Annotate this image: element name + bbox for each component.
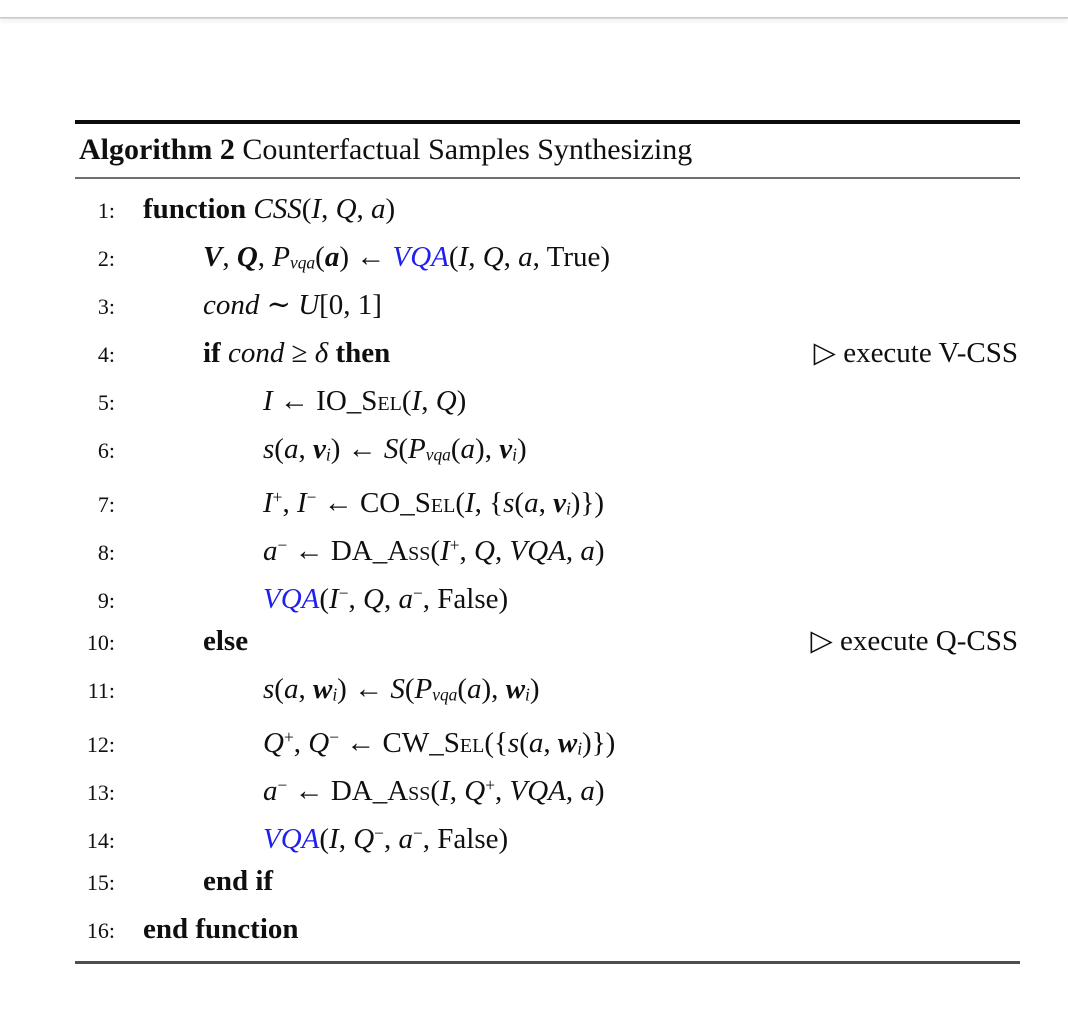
code-segment: s [263, 673, 275, 705]
line-number: 14: [86, 828, 115, 854]
code-segment: , [495, 775, 510, 808]
code-segment: s [263, 433, 275, 465]
code-segment: ( [319, 583, 330, 616]
algorithm-line [75, 425, 1020, 473]
code-segment: ( [274, 673, 284, 705]
code-segment: ), [481, 673, 506, 705]
code-segment: s [503, 487, 515, 520]
code-segment: , [321, 193, 336, 225]
code-segment: ( [398, 433, 409, 465]
code-segment: )}) [570, 487, 605, 520]
code-segment: ) [385, 193, 396, 225]
code-segment: ( [274, 433, 284, 465]
code-segment: a [283, 433, 299, 465]
code-segment: , [459, 535, 475, 568]
code-segment: i [332, 684, 338, 705]
code-segment: VQA [263, 583, 320, 616]
code-segment: I [329, 583, 339, 616]
code-segment: a [460, 433, 476, 465]
code-segment: ← [287, 535, 331, 568]
line-number: 6: [97, 438, 115, 463]
code-segment: I [329, 823, 339, 856]
code-text [115, 425, 527, 478]
code-segment: DA_Ass [330, 535, 431, 568]
line-number: 12: [86, 732, 115, 758]
code-segment: a [324, 241, 340, 273]
algorithm-label: Algorithm 2 [79, 133, 235, 166]
code-segment: end if [203, 865, 274, 897]
code-segment: ( [457, 673, 468, 705]
code-segment: then [328, 337, 391, 369]
code-segment: , [222, 241, 237, 273]
code-segment: , [495, 535, 510, 568]
code-segment: a [283, 673, 299, 705]
code-segment: , [565, 535, 581, 568]
code-segment: S [383, 433, 399, 465]
code-segment: ( [401, 385, 412, 417]
code-segment: ( [430, 775, 441, 808]
code-segment: Q [464, 775, 486, 808]
line-number: 2: [97, 246, 115, 271]
code-segment: a [528, 727, 544, 760]
code-segment: + [449, 535, 460, 555]
code-segment: a [467, 673, 482, 705]
code-segment: , [298, 673, 313, 705]
code-segment: − [277, 775, 288, 795]
code-segment: I [440, 535, 450, 568]
code-segment: v [553, 487, 566, 520]
code-text [115, 281, 382, 329]
code-segment: v [499, 433, 513, 465]
code-segment: [0, 1] [319, 289, 382, 321]
code-segment: ) [594, 775, 605, 808]
code-segment: w [557, 727, 578, 760]
code-segment: , [293, 727, 309, 760]
code-segment: ( [450, 433, 461, 465]
code-segment: − [374, 823, 384, 843]
code-segment: IO_Sel [316, 385, 402, 417]
code-segment: ( [448, 241, 459, 273]
code-segment: ∼ [259, 289, 299, 321]
code-segment: I [263, 385, 273, 417]
line-number: 9: [97, 588, 115, 614]
algorithm-header [75, 124, 1020, 177]
code-segment: , True) [532, 241, 611, 273]
code-segment: ( [455, 487, 465, 520]
code-segment: ← [272, 385, 317, 417]
algorithm-line [75, 713, 1020, 761]
code-segment: Q [482, 241, 504, 273]
code-segment: Q [353, 823, 375, 856]
code-segment: VQA [392, 241, 449, 273]
line-number: 10: [86, 630, 115, 655]
algorithm-line [75, 665, 1020, 713]
code-segment: a [263, 535, 278, 568]
code-segment: Q [435, 385, 457, 417]
code-segment: − [412, 823, 423, 843]
code-segment: )}) [582, 727, 616, 760]
line-number: 13: [86, 780, 115, 806]
code-segment: a [263, 775, 278, 808]
line-number: 16: [86, 918, 115, 943]
line-number: 5: [97, 390, 115, 415]
code-segment: i [325, 444, 331, 465]
code-segment: ) [529, 673, 540, 705]
code-segment: VQA [509, 775, 566, 808]
line-number: 4: [97, 342, 115, 367]
code-segment: function [143, 193, 254, 225]
code-segment: a [524, 487, 539, 520]
code-text [115, 521, 605, 575]
code-segment: ( [319, 823, 330, 856]
algorithm-line [75, 281, 1020, 329]
code-segment: ← [316, 487, 360, 520]
code-segment: − [329, 727, 340, 747]
code-segment: , [543, 727, 558, 760]
code-segment: ( [519, 727, 529, 760]
code-text [115, 809, 508, 863]
line-number: 3: [97, 294, 115, 319]
code-segment: ) [456, 385, 467, 417]
code-segment: , [298, 433, 313, 465]
algorithm-line [75, 521, 1020, 569]
code-segment: a [580, 535, 595, 568]
algorithm-line [75, 809, 1020, 857]
code-segment: , False) [422, 583, 509, 616]
code-segment: cond [227, 337, 285, 369]
code-segment: Q [263, 727, 284, 760]
algorithm-float [75, 120, 1020, 964]
inline-comment: ▷ execute V-CSS [813, 337, 1018, 369]
algorithm-line [75, 377, 1020, 425]
code-segment: ( [301, 193, 312, 225]
code-segment: vqa [432, 684, 458, 705]
code-segment: + [272, 487, 283, 507]
code-segment: , [565, 775, 581, 808]
code-segment: P [272, 241, 291, 273]
code-text [115, 665, 540, 718]
code-segment: s [507, 727, 520, 760]
algorithm-line [75, 473, 1020, 521]
code-segment: − [277, 535, 288, 555]
code-segment: VQA [509, 535, 566, 568]
algorithm-line [75, 233, 1020, 281]
code-segment: vqa [425, 444, 451, 465]
code-segment: + [485, 775, 495, 795]
code-segment: I [296, 487, 307, 520]
code-segment: , [356, 193, 372, 225]
code-segment: end function [143, 913, 299, 945]
code-segment: ({ [484, 727, 508, 760]
code-segment: ← [287, 775, 331, 808]
code-segment: cond [203, 289, 260, 321]
code-segment: vqa [290, 252, 316, 273]
code-segment: a [580, 775, 595, 808]
code-segment: i [512, 444, 517, 465]
algorithm-line [75, 569, 1020, 617]
code-text [115, 761, 605, 815]
code-text [115, 329, 390, 377]
code-segment: Q [236, 241, 258, 273]
line-number: 15: [86, 870, 115, 895]
code-segment: ( [514, 487, 525, 520]
code-segment: , [348, 583, 364, 616]
code-segment: − [412, 583, 423, 603]
code-segment: ( [430, 535, 441, 568]
code-segment: , False) [422, 823, 509, 856]
algorithm-line [75, 761, 1020, 809]
code-segment: else [203, 625, 249, 657]
algorithm-bottom-rule [75, 961, 1020, 964]
code-segment: Q [474, 535, 495, 568]
algorithm-title: Counterfactual Samples Synthesizing [234, 133, 693, 166]
code-segment: i [577, 738, 583, 759]
code-segment: , [338, 823, 354, 856]
inline-comment: ▷ execute Q-CSS [810, 625, 1018, 657]
line-number: 7: [97, 492, 115, 518]
code-segment: V [203, 241, 223, 273]
code-segment: I [411, 385, 422, 417]
code-segment: I [311, 193, 322, 225]
code-segment: − [338, 583, 349, 603]
code-segment: δ [314, 337, 329, 369]
code-segment: I [465, 487, 475, 520]
code-segment: , [421, 385, 436, 417]
algorithm-line [75, 617, 1020, 665]
code-segment: ) [594, 535, 605, 568]
code-segment: DA_Ass [330, 775, 431, 808]
code-segment: i [565, 498, 571, 519]
code-segment: ≥ [284, 337, 315, 369]
code-segment: ( [315, 241, 325, 273]
code-text [115, 233, 610, 286]
code-text [115, 185, 395, 233]
algorithm-line [75, 329, 1020, 377]
code-text [115, 377, 466, 425]
code-segment: , [257, 241, 273, 273]
code-segment: i [525, 684, 530, 705]
code-segment: VQA [263, 823, 320, 856]
code-text [115, 617, 248, 665]
code-segment: ) ← [339, 241, 393, 273]
code-segment: a [398, 823, 413, 856]
code-segment: CW_Sel [382, 727, 485, 760]
code-segment: I [440, 775, 450, 808]
line-number: 11: [87, 678, 115, 703]
code-segment: CSS [253, 193, 302, 225]
code-segment: CO_Sel [359, 487, 456, 520]
code-segment: P [414, 673, 433, 705]
code-segment: ( [404, 673, 415, 705]
code-segment: ), [475, 433, 500, 465]
code-segment: , [383, 583, 399, 616]
code-segment: w [505, 673, 526, 705]
algorithm-line [75, 185, 1020, 233]
code-text [115, 569, 508, 623]
algorithm-line [75, 857, 1020, 905]
code-segment: , [282, 487, 297, 520]
code-segment: I [263, 487, 273, 520]
code-segment: ) ← [330, 433, 384, 465]
code-text [115, 905, 299, 953]
code-segment: Q [335, 193, 357, 225]
code-segment: ) [516, 433, 527, 465]
algorithm-line [75, 905, 1020, 953]
code-segment: , [503, 241, 519, 273]
code-segment: ) ← [337, 673, 391, 705]
code-segment: Q [308, 727, 330, 760]
code-segment: + [283, 727, 294, 747]
code-segment: , { [474, 487, 504, 520]
code-segment: , [468, 241, 483, 273]
code-segment: a [371, 193, 386, 225]
page-top-divider [0, 17, 1068, 19]
code-segment: , [449, 775, 465, 808]
code-segment: − [306, 487, 317, 507]
line-number: 1: [97, 198, 115, 223]
code-segment: a [398, 583, 413, 616]
code-segment: I [458, 241, 469, 273]
code-segment: P [408, 433, 426, 465]
code-segment: S [390, 673, 405, 705]
code-segment: v [312, 433, 326, 465]
code-segment: , [383, 823, 399, 856]
code-segment: if [203, 337, 228, 369]
code-segment: w [312, 673, 333, 705]
code-segment: U [298, 289, 320, 321]
code-segment: Q [363, 583, 384, 616]
code-text [115, 857, 273, 905]
code-segment: , [538, 487, 554, 520]
algorithm-body [75, 179, 1020, 961]
code-segment: a [518, 241, 533, 273]
line-number: 8: [97, 540, 115, 566]
code-segment: ← [339, 727, 383, 760]
